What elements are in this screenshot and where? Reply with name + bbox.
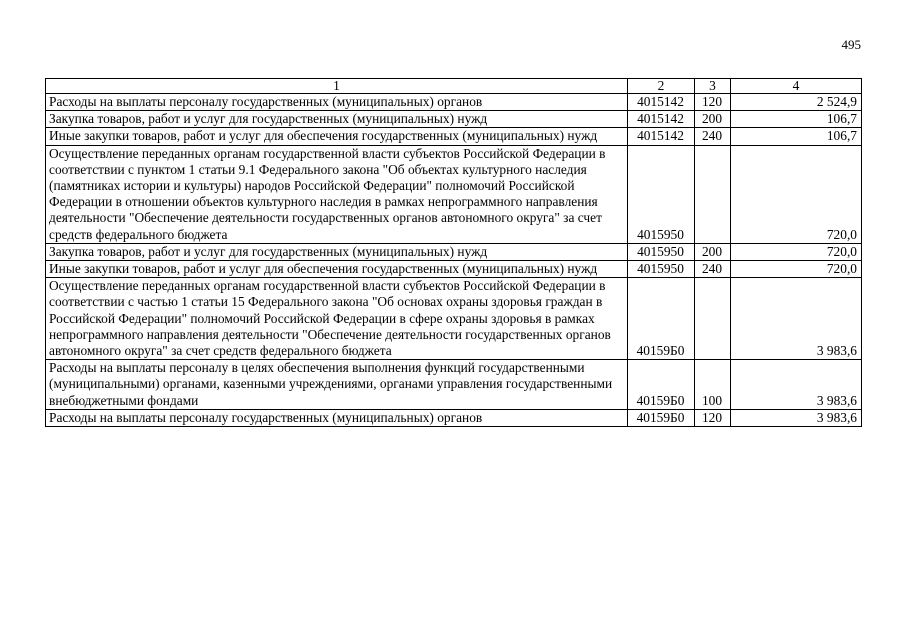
row-sum: 106,7 (731, 111, 862, 128)
row-vr: 120 (695, 94, 731, 111)
row-name: Иные закупки товаров, работ и услуг для обеспечения государственных (муниципальных) нужд (46, 128, 628, 145)
table-row (46, 111, 862, 128)
row-code: 4015142 (628, 111, 695, 128)
row-vr: 200 (695, 243, 731, 260)
row-sum: 720,0 (731, 243, 862, 260)
row-name: Осуществление переданных органам государственной власти субъектов Российской Федерации в соответствии с частью 1 статьи 15 Федерального закона "Об основах охраны здоровья граждан в Российской Федерации" полномочий Российской Федерации в сфере охраны здоровья в рамках непрограммного направления деятельности "Обеспечение деятельности государственных органов автономного округа" за счет средств федерального бюджета (46, 278, 628, 360)
row-name: Иные закупки товаров, работ и услуг для обеспечения государственных (муниципальных) нужд (46, 261, 628, 278)
row-sum: 2 524,9 (731, 94, 862, 111)
row-sum: 720,0 (731, 261, 862, 278)
table-row (46, 94, 862, 111)
table-header-row (46, 79, 862, 94)
row-sum: 3 983,6 (731, 278, 862, 360)
row-name: Закупка товаров, работ и услуг для государственных (муниципальных) нужд (46, 243, 628, 260)
row-code: 4015142 (628, 128, 695, 145)
row-vr: 200 (695, 111, 731, 128)
row-name: Расходы на выплаты персоналу государственных (муниципальных) органов (46, 409, 628, 426)
row-sum: 720,0 (731, 145, 862, 243)
row-vr (695, 278, 731, 360)
table-row (46, 278, 862, 360)
row-vr: 120 (695, 409, 731, 426)
row-vr: 240 (695, 128, 731, 145)
table-row (46, 128, 862, 145)
page-number: 495 (841, 37, 861, 52)
row-code: 40159Б0 (628, 360, 695, 410)
row-name: Расходы на выплаты персоналу государственных (муниципальных) органов (46, 94, 628, 111)
table-row (46, 243, 862, 260)
row-sum: 3 983,6 (731, 360, 862, 410)
row-vr (695, 145, 731, 243)
budget-table (45, 78, 862, 427)
table-row (46, 145, 862, 243)
row-vr: 240 (695, 261, 731, 278)
row-code: 4015950 (628, 261, 695, 278)
row-name: Расходы на выплаты персоналу в целях обеспечения выполнения функций государственными (муниципальными) органами, казенными учреждениями, органами управления государственными внебюджетными фондами (46, 360, 628, 410)
row-code: 4015950 (628, 243, 695, 260)
row-sum: 106,7 (731, 128, 862, 145)
row-name: Закупка товаров, работ и услуг для государственных (муниципальных) нужд (46, 111, 628, 128)
row-code: 4015142 (628, 94, 695, 111)
row-sum: 3 983,6 (731, 409, 862, 426)
row-code: 4015950 (628, 145, 695, 243)
row-name: Осуществление переданных органам государственной власти субъектов Российской Федерации в соответствии с пунктом 1 статьи 9.1 Федерального закона "Об объектах культурного наследия (памятниках истории и культуры) народов Российской Федерации" полномочий Российской Федерации в отношении объектов культурного наследия в рамках непрограммного направления деятельности "Обеспечение деятельности государственных органов автономного округа" за счет средств федерального бюджета (46, 145, 628, 243)
row-code: 40159Б0 (628, 409, 695, 426)
header-col-3: 3 (695, 79, 731, 94)
header-col-2: 2 (628, 79, 695, 94)
table-row (46, 409, 862, 426)
table-row (46, 360, 862, 410)
table-row (46, 261, 862, 278)
row-code: 40159Б0 (628, 278, 695, 360)
header-col-4: 4 (731, 79, 862, 94)
header-col-1: 1 (46, 79, 628, 94)
row-vr: 100 (695, 360, 731, 410)
